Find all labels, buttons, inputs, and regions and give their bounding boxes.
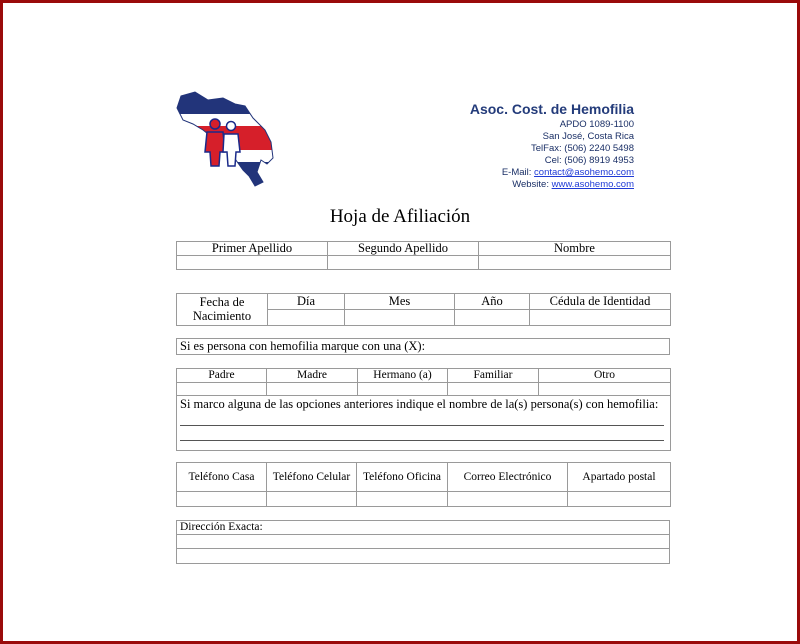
- organization-apdo: APDO 1089-1100: [559, 119, 634, 130]
- header-primer-apellido: Primer Apellido: [177, 242, 328, 256]
- names-table: [176, 241, 671, 270]
- field-padre[interactable]: [177, 383, 267, 396]
- website-link[interactable]: www.asohemo.com: [551, 179, 634, 190]
- header-dia: Día: [268, 294, 345, 310]
- header-familiar: Familiar: [448, 369, 539, 383]
- address-label: Dirección Exacta:: [177, 521, 670, 535]
- association-logo: [173, 90, 283, 190]
- header-mes: Mes: [345, 294, 455, 310]
- field-primer-apellido[interactable]: [177, 256, 328, 270]
- address-field-1[interactable]: [177, 535, 670, 549]
- header-madre: Madre: [267, 369, 358, 383]
- contact-table: [176, 462, 671, 507]
- header-padre: Padre: [177, 369, 267, 383]
- address-field-2[interactable]: [177, 549, 670, 564]
- header-nombre: Nombre: [479, 242, 671, 256]
- organization-city: San José, Costa Rica: [542, 131, 634, 142]
- header-apartado: Apartado postal: [568, 463, 671, 492]
- field-ano[interactable]: [455, 310, 530, 326]
- field-otro[interactable]: [539, 383, 671, 396]
- header-hermano: Hermano (a): [358, 369, 448, 383]
- followup-text: Si marco alguna de las opciones anteriores indique el nombre de la(s) persona(s) con hemofilia:: [180, 397, 659, 411]
- header-otro: Otro: [539, 369, 671, 383]
- header-segundo-apellido: Segundo Apellido: [328, 242, 479, 256]
- organization-name: Asoc. Cost. de Hemofilia: [469, 101, 634, 117]
- header-telefono-celular: Teléfono Celular: [267, 463, 357, 492]
- field-mes[interactable]: [345, 310, 455, 326]
- field-apartado[interactable]: [568, 492, 671, 507]
- organization-header: [470, 101, 634, 191]
- address-table: [176, 520, 670, 564]
- header-ano: Año: [455, 294, 530, 310]
- header-telefono-casa: Teléfono Casa: [177, 463, 267, 492]
- relatives-table: [176, 368, 671, 451]
- field-segundo-apellido[interactable]: [328, 256, 479, 270]
- field-cedula[interactable]: [530, 310, 671, 326]
- field-dia[interactable]: [268, 310, 345, 326]
- field-telefono-oficina[interactable]: [357, 492, 448, 507]
- field-telefono-casa[interactable]: [177, 492, 267, 507]
- organization-cel: Cel: (506) 8919 4953: [544, 155, 634, 166]
- field-telefono-celular[interactable]: [267, 492, 357, 507]
- header-telefono-oficina: Teléfono Oficina: [357, 463, 448, 492]
- website-label: Website:: [512, 179, 552, 190]
- followup-line-1[interactable]: [180, 411, 664, 426]
- header-correo: Correo Electrónico: [448, 463, 568, 492]
- header-cedula: Cédula de Identidad: [530, 294, 671, 310]
- birth-table: [176, 293, 671, 326]
- field-madre[interactable]: [267, 383, 358, 396]
- organization-telfax: TelFax: (506) 2240 5498: [531, 143, 634, 154]
- field-correo[interactable]: [448, 492, 568, 507]
- header-fecha-nacimiento: Fecha de Nacimiento: [177, 294, 268, 326]
- hemophilia-question: Si es persona con hemofilia marque con una (X):: [177, 339, 670, 355]
- email-label: E-Mail:: [501, 167, 535, 178]
- field-nombre[interactable]: [479, 256, 671, 270]
- hemophilia-question-table: [176, 338, 670, 355]
- organization-email-line: [470, 167, 634, 179]
- field-familiar[interactable]: [448, 383, 539, 396]
- email-link[interactable]: contact@asohemo.com: [534, 167, 634, 178]
- field-hermano[interactable]: [358, 383, 448, 396]
- followup-cell: [177, 396, 671, 451]
- form-title: Hoja de Afiliación: [329, 206, 471, 227]
- followup-line-2[interactable]: [180, 426, 664, 441]
- organization-website-line: [470, 179, 634, 191]
